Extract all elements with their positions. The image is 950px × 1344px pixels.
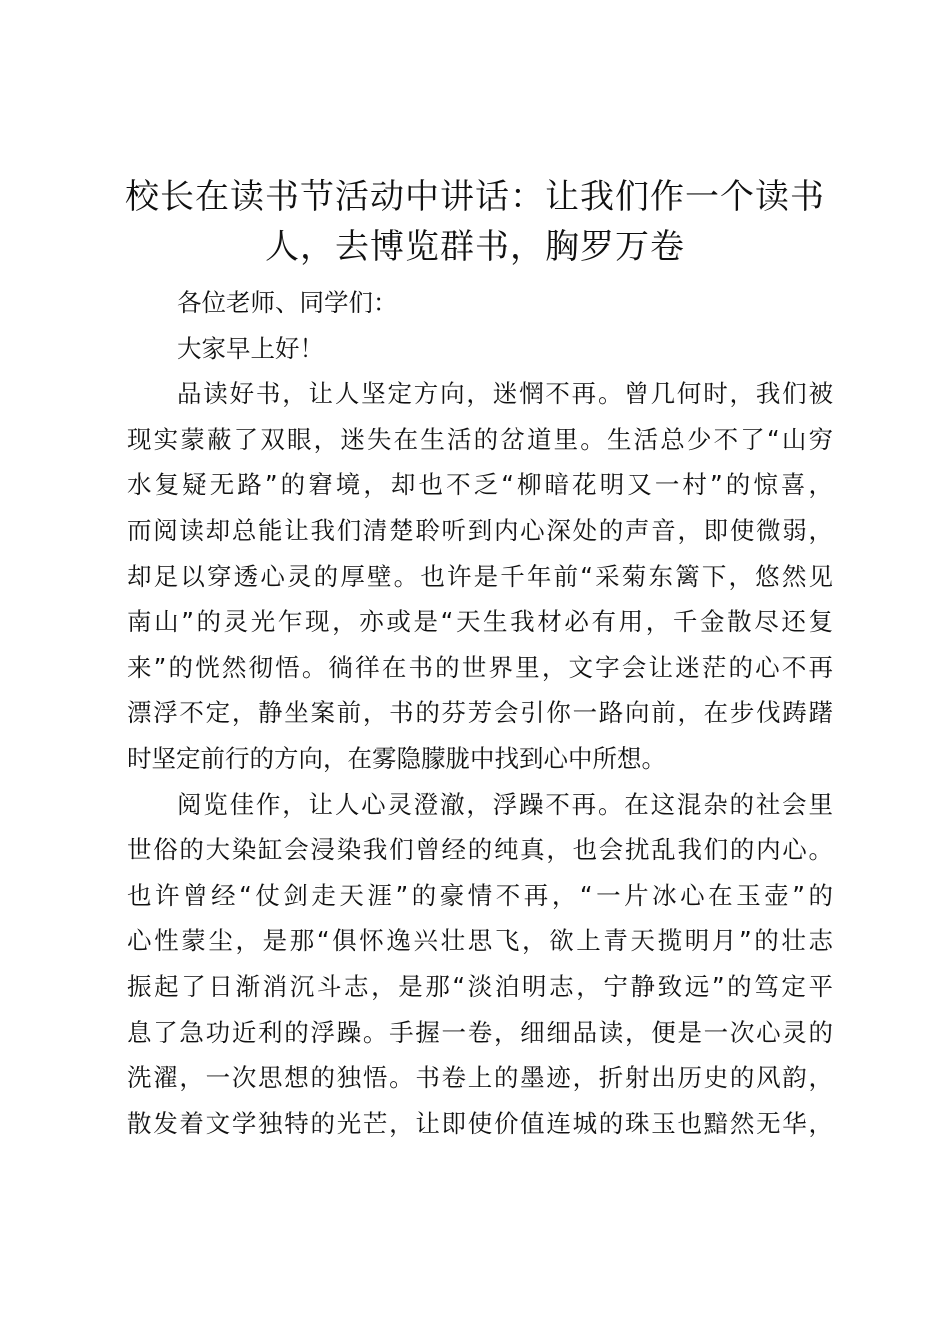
greeting: 大家早上好！ [177,333,324,363]
paragraph-2-line: 心性蒙尘，是那“俱怀逸兴壮思飞，欲上青天揽明月”的壮志 [127,926,833,956]
paragraph-1-line: 而阅读却总能让我们清楚聆听到内心深处的声音，即使微弱， [127,515,833,545]
paragraph-1-line: 漂浮不定，静坐案前，书的芬芳会引你一路向前，在步伐踌躇 [127,698,833,728]
paragraph-1-line: 品读好书，让人坚定方向，迷惘不再。曾几何时，我们被 [177,379,833,409]
paragraph-2-line: 息了急功近利的浮躁。手握一卷，细细品读，便是一次心灵的 [127,1017,833,1047]
paragraph-1-line: 却足以穿透心灵的厚壁。也许是千年前“采菊东篱下，悠然见 [127,561,833,591]
paragraph-2-line: 洗濯，一次思想的独悟。书卷上的墨迹，折射出历史的风韵， [127,1063,833,1093]
paragraph-1-line: 水复疑无路”的窘境，却也不乏“柳暗花明又一村”的惊喜， [127,470,833,500]
document-body [127,280,833,1146]
salutation: 各位老师、同学们： [177,288,398,317]
paragraph-1-line: 来”的恍然彻悟。徜徉在书的世界里，文字会让迷茫的心不再 [127,652,833,682]
paragraph-2-line: 世俗的大染缸会浸染我们曾经的纯真，也会扰乱我们的内心。 [127,835,833,865]
paragraph-1-line: 现实蒙蔽了双眼，迷失在生活的岔道里。生活总少不了“山穷 [127,424,833,454]
paragraph-2-line: 散发着文学独特的光芒，让即使价值连城的珠玉也黯然无华， [127,1108,833,1138]
paragraph-1-line: 南山”的灵光乍现，亦或是“天生我材必有用，千金散尽还复 [127,607,833,637]
document-title [118,172,832,272]
paragraph-2-line: 阅览佳作，让人心灵澄澈，浮躁不再。在这混杂的社会里 [177,789,833,819]
title-line-1: 校长在读书节活动中讲话：让我们作一个读书 [125,177,825,217]
paragraph-2-line: 振起了日渐消沉斗志，是那“淡泊明志，宁静致远”的笃定平 [127,971,833,1001]
paragraph-2-line: 也许曾经“仗剑走天涯”的豪情不再，“一片冰心在玉壶”的 [127,880,833,910]
title-line-2: 人，去博览群书，胸罗万卷 [265,227,685,267]
paragraph-1-line: 时坚定前行的方向，在雾隐朦胧中找到心中所想。 [127,743,666,773]
